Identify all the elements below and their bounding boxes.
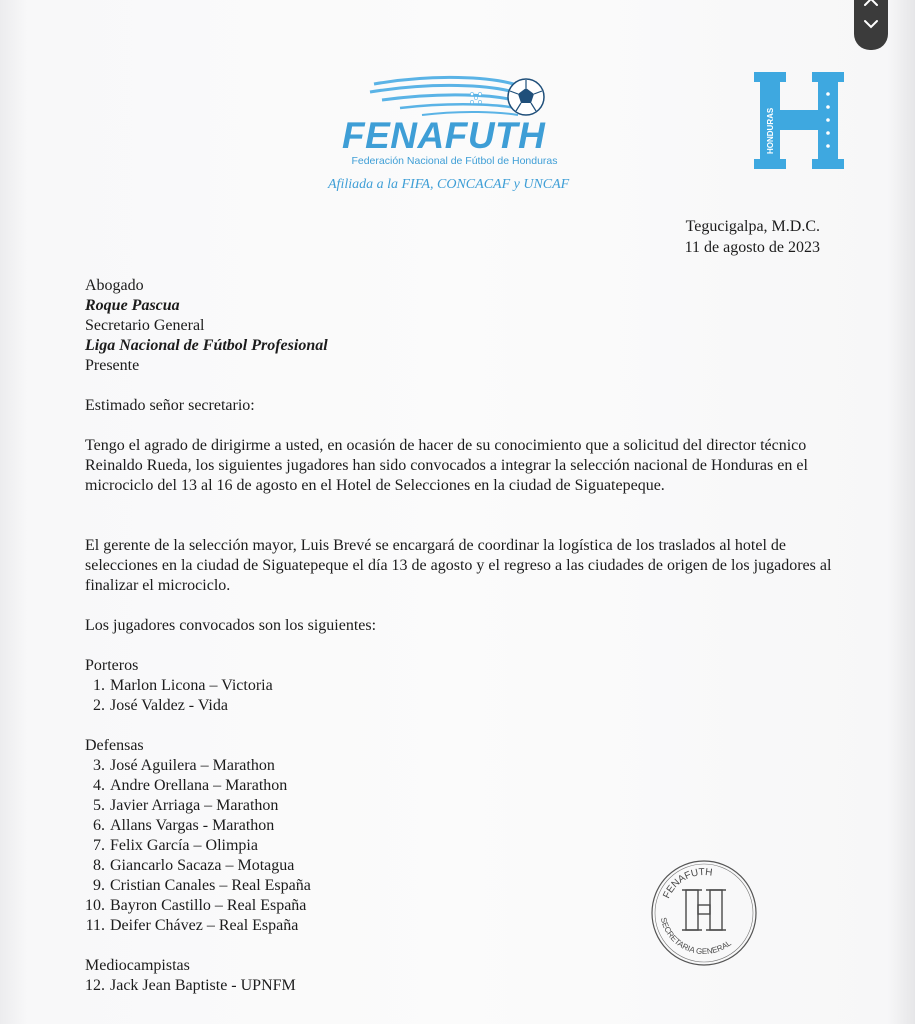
item-text: Marlon Licona – Victoria	[110, 677, 273, 694]
item-number: 5.	[93, 797, 105, 814]
recipient-block	[85, 276, 328, 376]
city-line: Tegucigalpa, M.D.C.	[685, 218, 820, 235]
item-text: José Valdez - Vida	[110, 697, 228, 714]
item-text: Bayron Castillo – Real España	[110, 897, 307, 914]
page-nav-control[interactable]	[854, 0, 888, 50]
item-number: 8.	[93, 857, 105, 874]
recipient-name: Roque Pascua	[85, 297, 180, 314]
recipient-presente: Presente	[85, 357, 140, 374]
item-text: Deifer Chávez – Real España	[110, 917, 299, 934]
item-number: 9.	[93, 877, 105, 894]
salutation: Estimado señor secretario:	[85, 397, 255, 414]
item-text: José Aguilera – Marathon	[110, 757, 275, 774]
list-item	[85, 676, 273, 696]
list-item	[85, 876, 311, 896]
body-paragraph-1: Tengo el agrado de dirigirme a usted, en ocasión de hacer de su conocimiento que a solicitud del director técnico Reinaldo Rueda, los siguientes jugadores han sido convocados a integrar la selección nacional de Honduras en el microciclo del 13 al 16 de agosto en el Hotel de Selecciones en la ciudad de Siguatepeque.	[85, 437, 808, 494]
fenafuth-wordmark: FENAFUTH	[342, 115, 546, 156]
secretaria-general-stamp	[648, 858, 760, 968]
stamp-top-text: FENAFUTH	[661, 866, 713, 901]
stamp-bottom-text: SECRETARIA GENERAL	[658, 916, 733, 957]
list-item	[85, 896, 311, 916]
defensas-list	[85, 756, 311, 936]
chevron-up-icon[interactable]	[863, 0, 879, 8]
item-number: 7.	[93, 837, 105, 854]
stamp-h-icon	[682, 890, 726, 930]
recipient-title: Abogado	[85, 277, 144, 294]
item-text: Javier Arriaga – Marathon	[110, 797, 279, 814]
section-heading-mediocampistas: Mediocampistas	[85, 957, 190, 974]
item-number: 10.	[85, 897, 105, 914]
federation-full-name: Federación Nacional de Fútbol de Honduras	[351, 155, 558, 167]
item-text: Felix García – Olimpia	[110, 837, 258, 854]
item-text: Cristian Canales – Real España	[110, 877, 311, 894]
date-block	[685, 216, 820, 258]
item-text: Allans Vargas - Marathon	[110, 817, 275, 834]
list-item	[85, 836, 311, 856]
list-item	[85, 756, 311, 776]
item-text: Giancarlo Sacaza – Motagua	[110, 857, 295, 874]
item-number: 1.	[93, 677, 105, 694]
date-line: 11 de agosto de 2023	[684, 239, 820, 256]
item-text: Jack Jean Baptiste - UPNFM	[110, 977, 296, 994]
body-paragraph-2: El gerente de la selección mayor, Luis Brevé se encargará de coordinar la logística de los traslados al hotel de selecciones en la ciudad de Siguatepeque el día 13 de agosto y el regreso a las ciudades de origen de los jugadores al finalizar el microciclo.	[85, 537, 832, 594]
item-text: Andre Orellana – Marathon	[110, 777, 288, 794]
list-item	[85, 976, 296, 996]
item-number: 4.	[93, 777, 105, 794]
affiliation-line: Afiliada a la FIFA, CONCACAF y UNCAF	[328, 177, 570, 192]
recipient-position: Secretario General	[85, 317, 205, 334]
honduras-h-badge	[754, 72, 844, 169]
list-item	[85, 796, 311, 816]
recipient-organization: Liga Nacional de Fútbol Profesional	[85, 337, 328, 354]
section-heading-porteros: Porteros	[85, 657, 139, 674]
list-item	[85, 856, 311, 876]
item-number: 6.	[93, 817, 105, 834]
list-item	[85, 696, 273, 716]
item-number: 2.	[93, 697, 105, 714]
item-number: 12.	[85, 977, 105, 994]
list-item	[85, 916, 311, 936]
fenafuth-logo	[322, 72, 587, 197]
chevron-down-icon[interactable]	[863, 18, 879, 30]
list-item	[85, 816, 311, 836]
list-item	[85, 776, 311, 796]
badge-word: HONDURAS	[766, 107, 775, 154]
mediocampistas-list	[85, 976, 296, 996]
item-number: 3.	[93, 757, 105, 774]
list-intro: Los jugadores convocados son los siguientes:	[85, 617, 377, 634]
section-heading-defensas: Defensas	[85, 737, 144, 754]
item-number: 11.	[85, 917, 105, 934]
porteros-list	[85, 676, 273, 716]
